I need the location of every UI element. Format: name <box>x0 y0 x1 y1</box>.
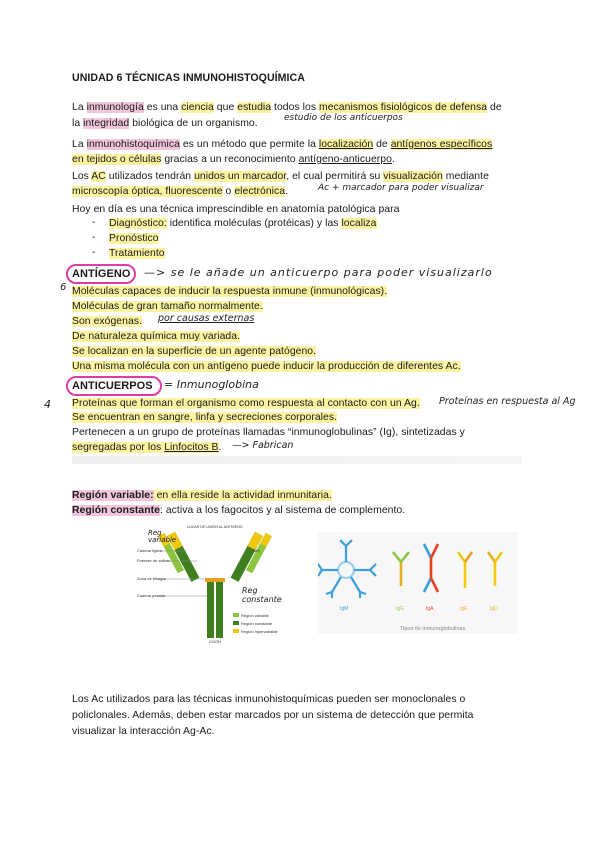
label-cooh: COOH <box>209 639 221 644</box>
faded-divider <box>72 456 522 464</box>
list-item-text: Diagnóstico: identifica moléculas (protéicas) y las localiza <box>109 218 377 229</box>
legend-hypervariable: Región hipervariable <box>241 629 278 634</box>
antigeno-line: Moléculas de gran tamaño normalmente. <box>72 301 263 312</box>
handwritten-note: estudio de los anticuerpos <box>284 113 403 123</box>
handwritten-note: Ac + marcador para poder visualizar <box>318 183 484 193</box>
handwritten-note: Proteínas en respuesta al Ag <box>439 396 576 407</box>
paragraph-uses-intro: Hoy en día es una técnica imprescindible en anatomía patológica para <box>72 204 400 215</box>
handwritten-note: = Inmunoglobina <box>164 378 259 391</box>
anticuerpos-line: Se encuentran en sangre, linfa y secreciones corporales. <box>72 412 338 423</box>
legend-variable: Región variable <box>241 613 269 618</box>
closing-line: visualizar la interacción Ag-Ac. <box>72 726 215 737</box>
antibody-right-arm <box>231 528 272 585</box>
list-item: - <box>92 217 96 228</box>
margin-mark: 6 <box>60 282 67 293</box>
label-heavy-chain: Cadena pesada <box>137 593 166 598</box>
paragraph-ac: Los AC utilizados tendrán unidos un marcador, el cual permitirá su visualización mediante <box>72 171 489 182</box>
anticuerpos-line: Proteínas que forman el organismo como respuesta al contacto con un Ag. <box>72 398 420 409</box>
closing-line: policlonales. Además, deben estar marcados por un sistema de detección que permita <box>72 710 474 721</box>
label-igd: IgD <box>490 606 498 612</box>
margin-mark: 4 <box>44 398 51 411</box>
heading-anticuerpos: ANTICUERPOS <box>72 380 153 392</box>
closing-line: Los Ac utilizados para las técnicas inmunohistoquímicas pueden ser monoclonales o <box>72 694 466 705</box>
antigeno-line: Son exógenas. <box>72 316 142 327</box>
hinge-region <box>205 578 225 582</box>
label-antigen-site: LUGAR DE UNIÓN AL ANTÍGENO <box>187 525 243 529</box>
paragraph-ihq-l2: en tejidos o células gracias a un reconocimiento antígeno-anticuerpo. <box>72 154 395 165</box>
paragraph-ihq: La inmunohistoquímica es un método que permite la localización de antígenos específicos <box>72 139 493 150</box>
anticuerpos-line: segregadas por los Linfocitos B. <box>72 442 222 453</box>
paragraph-ac-l2: microscopía óptica, fluorescente o electrónica. <box>72 186 289 197</box>
paragraph-inmunologia-l2: la integridad biológica de un organismo. <box>72 118 258 129</box>
list-item-text: Pronóstico <box>109 233 159 244</box>
antigeno-line: Se localizan en la superficie de un agente patógeno. <box>72 346 317 357</box>
anticuerpos-line: Pertenecen a un grupo de proteínas llamadas “inmunoglobulinas” (Ig), sintetizadas y <box>72 427 465 438</box>
heavy-chain-stem <box>216 580 223 638</box>
label-igg: IgG <box>396 606 405 612</box>
figure-caption: Tipos de inmunoglobulinas. <box>400 626 467 632</box>
label-nh2: NH₂ <box>253 548 261 553</box>
antigeno-line: De naturaleza química muy variada. <box>72 331 241 342</box>
region-variable-line: Región variable: en ella reside la actividad inmunitaria. <box>72 490 332 501</box>
page-title: UNIDAD 6 TÉCNICAS INMUNOHISTOQUÍMICA <box>72 72 305 84</box>
heading-antigeno: ANTÍGENO <box>72 268 131 280</box>
list-item: - <box>92 247 96 258</box>
immunoglobulin-types-diagram <box>318 532 518 634</box>
label-light-chain: Cadena ligera <box>137 548 162 553</box>
label-iga: IgA <box>426 606 434 612</box>
legend-constant: Región constante <box>241 621 273 626</box>
label-disulfide: Puentes de sulfuro <box>137 558 171 563</box>
label-igm: IgM <box>340 606 349 612</box>
label-hinge: Zona de bisagra <box>137 576 166 581</box>
list-item: - <box>92 232 96 243</box>
heavy-chain-stem <box>207 580 214 638</box>
region-constant-line: Región constante: activa a los fagocitos y al sistema de complemento. <box>72 505 406 516</box>
handwritten-label: Reg variable <box>148 529 177 544</box>
antigeno-line: Una misma molécula con un antígeno puede inducir la producción de diferentes Ac. <box>72 361 461 372</box>
handwritten-label: Reg constante <box>242 586 282 604</box>
label-ige: IgE <box>460 606 468 612</box>
paragraph-inmunologia: La inmunología es una ciencia que estudia todos los mecanismos fisiológicos de defensa de <box>72 102 502 113</box>
handwritten-note: —> Fabrican <box>232 440 294 451</box>
handwritten-note: —> se le añade un anticuerpo para poder visualizarlo <box>144 266 493 279</box>
handwritten-note: por causas externas <box>158 313 255 324</box>
antigeno-line: Moléculas capaces de inducir la respuesta inmune (inmunológicas). <box>72 286 388 297</box>
list-item-text: Tratamiento <box>109 248 165 259</box>
